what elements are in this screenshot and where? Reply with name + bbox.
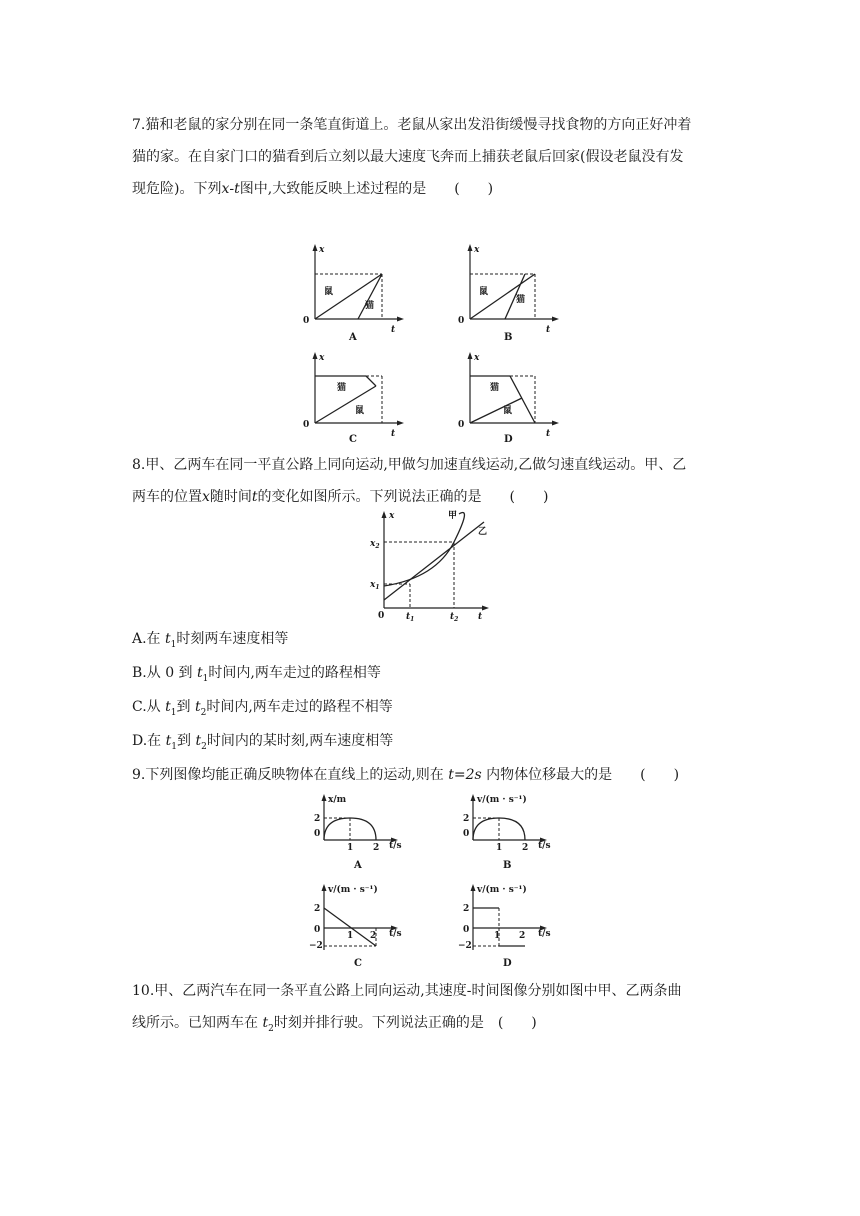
axis-label-x: x bbox=[389, 511, 395, 521]
cat-return-line bbox=[366, 376, 376, 386]
option-label-d: D bbox=[503, 958, 512, 969]
tick-2: 2 bbox=[463, 904, 470, 914]
yi-label: 乙 bbox=[478, 527, 488, 537]
tick-0: 0 bbox=[463, 925, 470, 935]
origin-label: 0 bbox=[458, 316, 465, 326]
axis-label-t: t bbox=[546, 325, 551, 335]
yi-line bbox=[384, 522, 484, 600]
mouse-line bbox=[470, 398, 522, 423]
option-label-d: D bbox=[504, 434, 513, 445]
t2-label: $t_2$ bbox=[450, 612, 459, 623]
axis-label-t: t/s bbox=[389, 841, 402, 851]
origin-label: 0 bbox=[378, 611, 385, 621]
x1-label: $x_1$ bbox=[370, 580, 380, 591]
cat-return-line bbox=[510, 376, 535, 423]
q8-graph bbox=[366, 508, 506, 623]
tick-2: 2 bbox=[463, 814, 470, 824]
origin-label: 0 bbox=[458, 420, 465, 430]
q9-graph-b bbox=[455, 792, 565, 874]
cat-line bbox=[358, 274, 382, 319]
q9-graph-c bbox=[306, 882, 416, 972]
tick-2: 2 bbox=[314, 904, 321, 914]
axis-label-t: t/s bbox=[538, 841, 551, 851]
axis-label-t: t/s bbox=[389, 929, 402, 939]
option-label-a: A bbox=[354, 860, 362, 871]
q8-choice-b[interactable]: B.从 0 到 $t_1$时间内,两车走过的路程相等 bbox=[132, 665, 381, 684]
mouse-label: 鼠 bbox=[324, 287, 334, 297]
axis-label-x: x bbox=[474, 245, 480, 255]
option-label-c: C bbox=[354, 958, 362, 969]
q7-graph-b bbox=[455, 240, 565, 345]
tick-2: 2 bbox=[314, 814, 321, 824]
mouse-label: 鼠 bbox=[503, 406, 513, 416]
tick-neg2: −2 bbox=[458, 941, 472, 951]
tick-t2: 2 bbox=[522, 843, 529, 853]
tick-t2: 2 bbox=[519, 931, 526, 941]
tick-1: 1 bbox=[347, 931, 354, 941]
tick-t2: 2 bbox=[370, 931, 377, 941]
axis-label-y: v/(m · s⁻¹) bbox=[477, 885, 527, 895]
cat-label: 猫 bbox=[490, 383, 500, 393]
axis-label-y: v/(m · s⁻¹) bbox=[328, 885, 378, 895]
jia-curve bbox=[384, 513, 464, 586]
axis-label-x: x bbox=[474, 353, 480, 363]
tick-1: 1 bbox=[494, 931, 501, 941]
q9-graph-d bbox=[455, 882, 565, 972]
tick-1: 1 bbox=[496, 843, 503, 853]
tick-0: 0 bbox=[314, 925, 321, 935]
mouse-label: 鼠 bbox=[355, 406, 365, 416]
q7-line-1: 7.猫和老鼠的家分别在同一条笔直街道上。老鼠从家出发沿街缓慢寻找食物的方向正好冲着 bbox=[132, 117, 692, 133]
q7-line-2: 猫的家。在自家门口的猫看到后立刻以最大速度飞奔而上捕获老鼠后回家(假设老鼠没有发 bbox=[132, 149, 684, 165]
cat-label: 猫 bbox=[365, 301, 375, 311]
axis-label-t: t/s bbox=[538, 929, 551, 939]
q10-line-1: 10.甲、乙两汽车在同一条平直公路上同向运动,其速度-时间图像分别如图中甲、乙两条曲 bbox=[132, 983, 682, 999]
jia-label: 甲 bbox=[448, 511, 458, 521]
q7-line-3: 现危险)。下列x-t图中,大致能反映上述过程的是 ( ) bbox=[132, 181, 494, 197]
axis-label-x: x bbox=[319, 245, 325, 255]
q8-line-2: 两车的位置x随时间t的变化如图所示。下列说法正确的是 ( ) bbox=[132, 489, 549, 505]
tick-neg2: −2 bbox=[309, 941, 323, 951]
t1-label: $t_1$ bbox=[406, 612, 415, 623]
cat-label: 猫 bbox=[337, 383, 347, 393]
option-label-b: B bbox=[503, 860, 512, 871]
mouse-label: 鼠 bbox=[479, 287, 489, 297]
q9-graph-a bbox=[306, 792, 416, 874]
origin-label: 0 bbox=[303, 316, 310, 326]
tick-1: 1 bbox=[347, 843, 354, 853]
q10-line-2: 线所示。已知两车在 $t_2$时刻并排行驶。下列说法正确的是 ( ) bbox=[132, 1015, 537, 1034]
option-label-c: C bbox=[349, 434, 357, 445]
option-label-b: B bbox=[504, 332, 513, 343]
tick-0: 0 bbox=[314, 829, 321, 839]
q8-choice-d[interactable]: D.在 $t_1$到 $t_2$时间内的某时刻,两车速度相等 bbox=[132, 733, 394, 752]
origin-label: 0 bbox=[303, 420, 310, 430]
axis-label-y: x/m bbox=[328, 795, 347, 805]
q7-graph-a bbox=[300, 240, 410, 345]
axis-label-y: v/(m · s⁻¹) bbox=[477, 795, 527, 805]
axis-label-t: t bbox=[478, 612, 483, 622]
axis-label-t: t bbox=[546, 429, 551, 439]
q7-graph-c bbox=[300, 348, 410, 448]
axis-label-t: t bbox=[391, 429, 396, 439]
axis-label-t: t bbox=[391, 325, 396, 335]
x2-label: $x_2$ bbox=[370, 539, 380, 550]
q8-line-1: 8.甲、乙两车在同一平直公路上同向运动,甲做匀加速直线运动,乙做匀速直线运动。甲、乙 bbox=[132, 457, 687, 473]
q8-choice-c[interactable]: C.从 $t_1$到 $t_2$时间内,两车走过的路程不相等 bbox=[132, 699, 393, 718]
option-label-a: A bbox=[349, 332, 357, 343]
cat-label: 猫 bbox=[516, 295, 526, 305]
q7-graph-d bbox=[455, 348, 565, 448]
tick-t2: 2 bbox=[373, 843, 380, 853]
q8-choice-a[interactable]: A.在 $t_1$时刻两车速度相等 bbox=[132, 631, 289, 650]
tick-0: 0 bbox=[463, 829, 470, 839]
axis-label-x: x bbox=[319, 353, 325, 363]
q9-line: 9.下列图像均能正确反映物体在直线上的运动,则在 t=2s 内物体位移最大的是 ( ) bbox=[132, 767, 680, 783]
